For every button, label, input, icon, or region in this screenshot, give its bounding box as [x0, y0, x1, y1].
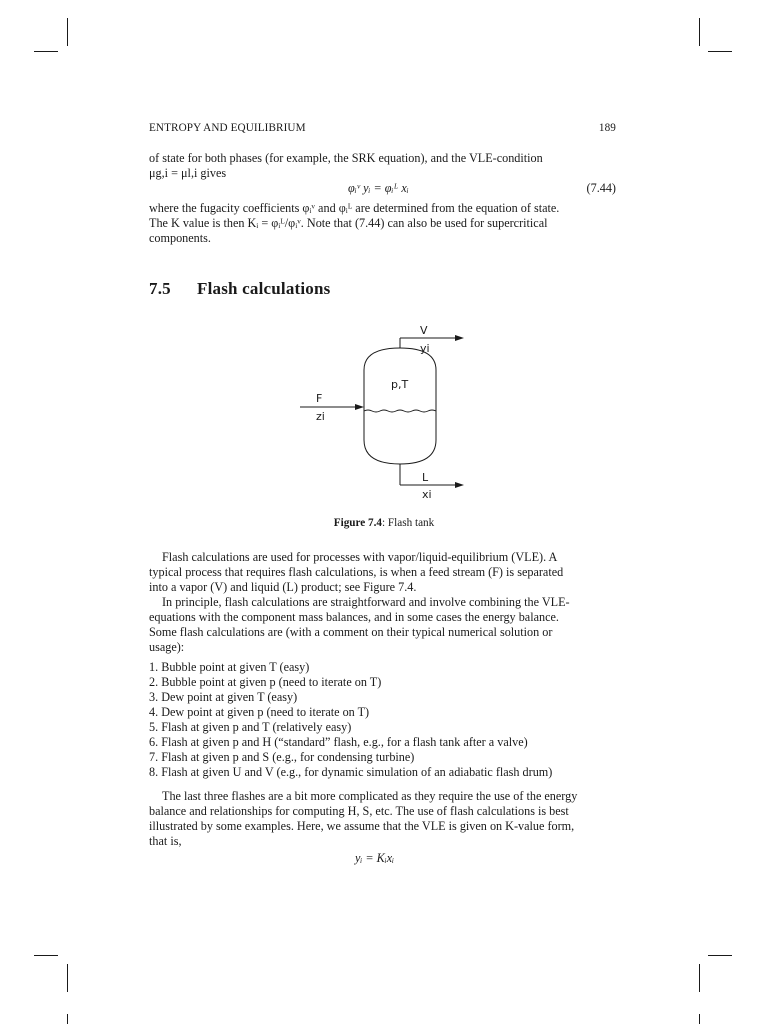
crop-mark: [699, 18, 700, 46]
label-liquid-comp: xi: [422, 488, 432, 501]
intro-line-1: of state for both phases (for example, the SRK equation), and the VLE-condition: [149, 151, 543, 165]
list-item: 4. Dew point at given p (need to iterate on T): [149, 705, 370, 719]
crop-mark: [34, 51, 58, 52]
page-number: 189: [598, 122, 616, 134]
paragraph-2-line-3: Some flash calculations are (with a comment on their typical numerical solution or: [149, 625, 553, 639]
list-item: 8. Flash at given U and V (e.g., for dynamic simulation of an adiabatic flash drum): [149, 765, 553, 779]
crop-mark: [699, 964, 700, 992]
vapor-arrowhead: [455, 335, 464, 341]
equation-number: (7.44): [586, 181, 616, 195]
label-liquid: L: [422, 471, 429, 484]
crop-mark: [708, 51, 732, 52]
k-value-equation: yᵢ = Kᵢxᵢ: [355, 851, 395, 865]
closing-line-3: illustrated by some examples. Here, we assume that the VLE is given on K-value form,: [149, 819, 575, 833]
list-item: 7. Flash at given p and S (e.g., for condensing turbine): [149, 750, 415, 764]
paragraph-1-line-3: into a vapor (V) and liquid (L) product; see Figure 7.4.: [149, 580, 417, 594]
label-vapor-comp: yi: [420, 342, 430, 355]
liquid-level-line: [364, 410, 436, 412]
crop-mark: [708, 955, 732, 956]
crop-mark: [34, 955, 58, 956]
crop-mark: [67, 18, 68, 46]
list-item: 2. Bubble point at given p (need to iterate on T): [149, 675, 382, 689]
section-number: 7.5: [149, 279, 171, 298]
closing-line-4: that is,: [149, 834, 182, 848]
list-item: 1. Bubble point at given T (easy): [149, 660, 310, 674]
caption-text: : Flash tank: [382, 517, 435, 529]
flash-tank-diagram: [290, 318, 480, 508]
crop-mark: [67, 1014, 68, 1024]
intro-line-5: components.: [149, 231, 211, 245]
running-head: [149, 122, 616, 134]
intro-line-4: The K value is then Kᵢ = φᵢᴸ/φᵢᵛ. Note that (7.44) can also be used for supercritical: [149, 216, 548, 230]
crop-mark: [699, 1014, 700, 1024]
paragraph-2-line-1: In principle, flash calculations are straightforward and involve combining the VLE-: [162, 595, 570, 609]
section-title: Flash calculations: [197, 279, 331, 298]
paragraph-2-line-4: usage):: [149, 640, 185, 654]
paragraph-1-line-2: typical process that requires flash calculations, is when a feed stream (F) is separated: [149, 565, 564, 579]
label-feed: F: [316, 392, 323, 405]
feed-arrowhead: [355, 404, 364, 410]
closing-line-1: The last three flashes are a bit more complicated as they require the use of the energy: [162, 789, 578, 803]
paragraph-1-line-1: Flash calculations are used for processes with vapor/liquid-equilibrium (VLE). A: [162, 550, 558, 564]
intro-line-3: where the fugacity coefficients φᵢᵛ and φᵢᴸ are determined from the equation of state.: [149, 201, 560, 215]
caption-label: Figure 7.4: [333, 517, 383, 529]
liquid-arrowhead: [455, 482, 464, 488]
equation-7-44: φᵢᵛ yᵢ = φᵢᴸ xᵢ: [348, 181, 409, 195]
label-state: p,T: [391, 378, 409, 391]
list-item: 6. Flash at given p and H (“standard” flash, e.g., for a flash tank after a valve): [149, 735, 528, 749]
section-heading: [149, 279, 330, 299]
list-item: 5. Flash at given p and T (relatively easy): [149, 720, 352, 734]
running-head-title: ENTROPY AND EQUILIBRIUM: [149, 122, 306, 134]
label-feed-comp: zi: [316, 410, 325, 423]
crop-mark: [67, 964, 68, 992]
list-item: 3. Dew point at given T (easy): [149, 690, 298, 704]
flash-types-list: [149, 660, 552, 780]
paragraph-2-line-2: equations with the component mass balances, and in some cases the energy balance.: [149, 610, 559, 624]
figure-caption: [0, 517, 768, 529]
label-vapor: V: [420, 324, 428, 337]
intro-line-2: μg,i = μl,i gives: [149, 166, 227, 180]
closing-line-2: balance and relationships for computing H, S, etc. The use of flash calculations is best: [149, 804, 569, 818]
flash-tank-vessel: [364, 348, 436, 464]
